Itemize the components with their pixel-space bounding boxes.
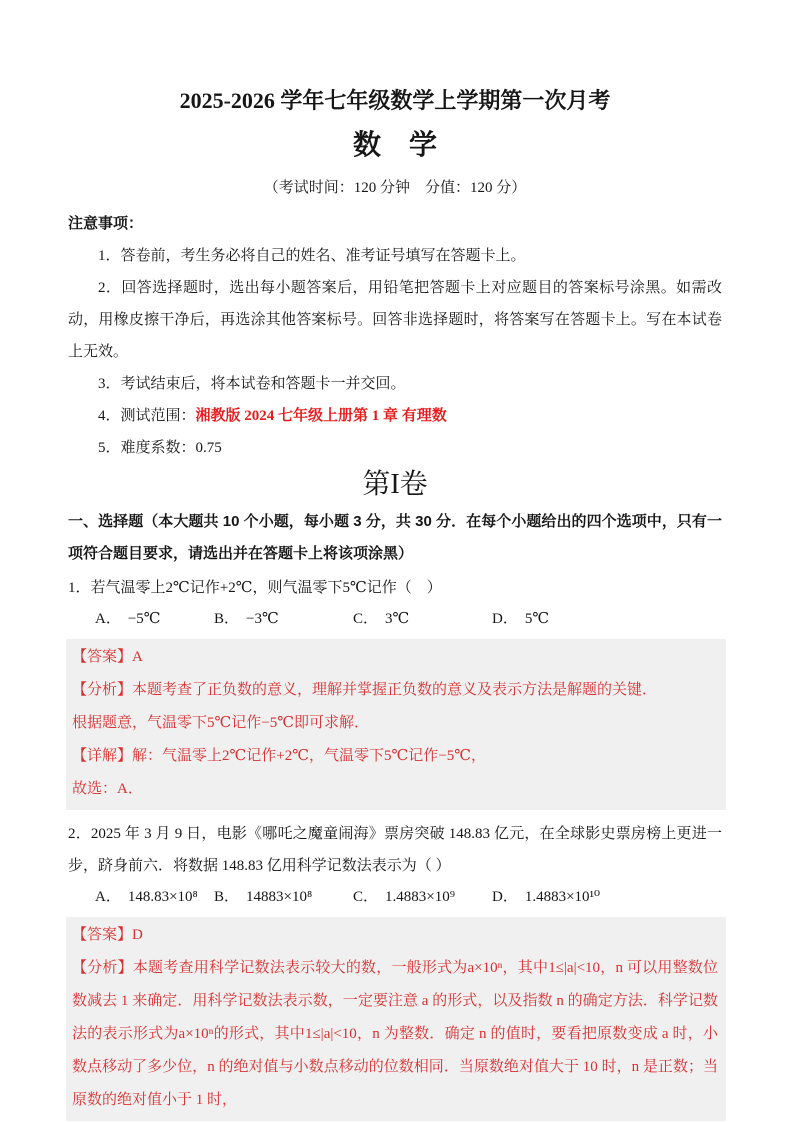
note-item-1: 1．答卷前，考生务必将自己的姓名、准考证号填写在答题卡上。 [98,248,526,264]
option-text: 3℃ [385,611,410,627]
question-2-answer-block [66,917,726,1121]
option-label: D． [492,889,518,905]
question-2 [68,818,722,1121]
answer-line: 【答案】D [72,927,143,943]
option-label: B． [214,889,240,905]
option-text: 1.4883×10¹⁰ [524,889,601,905]
question-2-option-d [492,882,722,912]
analysis-line: 【分析】本题考查了正负数的意义，理解并掌握正负数的意义及表示方法是解题的关键． [72,682,658,698]
option-text: 1.4883×10⁹ [385,889,455,905]
exam-title: 2025-2026 学年七年级数学上学期第一次月考 [179,88,611,113]
question-1-option-c [353,604,492,634]
notes-section [68,208,722,464]
question-1-option-b [214,604,353,634]
option-label: D． [492,611,518,627]
question-1-options [95,604,722,634]
analysis-line: 【分析】本题考查用科学记数法表示较大的数，一般形式为a×10ⁿ，其中1≤|a|<10，n 可以用整数位数减去 1 来确定．用科学记数法表示数，一定要注意 a 的形式，以及指数 n 的确定方法．科学记数法的表示形式为a×10ⁿ的形式，其中1≤|a|<10，n 为整数．确定 n 的值时，要看把原数变成 a 时，小数点移动了多少位，n 的绝对值与小数点移动的位数相同．当原数绝对值大于 10 时，n 是正数；当原数的绝对值小于 1 时， [72,960,718,1108]
detail-line: 【详解】解：气温零上2℃记作+2℃，气温零下5℃记作−5℃， [72,748,487,764]
note-item-5: 5．难度系数：0.75 [98,440,222,456]
conclusion-line: 故选：A． [72,781,143,797]
subject-title: 数 学 [352,130,437,161]
note-item-2: 2．回答选择题时，选出每小题答案后，用铅笔把答题卡上对应题目的答案标号涂黑。如需改动，用橡皮擦干净后，再选涂其他答案标号。回答非选择题时，将答案写在答题卡上。写在本试卷上无效。 [68,280,722,360]
option-text: 148.83×10⁸ [127,889,198,905]
notes-heading: 注意事项： [68,215,144,232]
question-1-stem: 1．若气温零上2℃记作+2℃，则气温零下5℃记作（ ） [68,580,442,596]
note-item-3: 3．考试结束后，将本试卷和答题卡一并交回。 [98,376,406,392]
question-2-option-b [214,882,353,912]
question-1-option-a [95,604,214,634]
option-text: −3℃ [246,611,279,627]
question-1-answer-block [66,639,726,810]
answer-line: 【答案】A [72,649,143,665]
option-label: C． [353,889,379,905]
question-2-options [95,882,722,912]
question-1 [68,572,722,810]
option-text: −5℃ [127,611,161,627]
exam-time-score-info: （考试时间：120 分钟 分值：120 分） [263,180,527,196]
note-item-4-prefix: 4．测试范围： [98,408,196,424]
option-text: 14883×10⁸ [246,889,313,905]
test-scope-highlight: 湘教版 2024 七年级上册第 1 章 有理数 [195,408,447,424]
option-label: A． [95,611,121,627]
volume-title: 第I卷 [362,469,428,500]
option-label: C． [353,611,379,627]
option-label: A． [95,889,121,905]
option-text: 5℃ [524,611,550,627]
option-label: B． [214,611,240,627]
choice-section-heading: 一、选择题（本大题共 10 个小题，每小题 3 分，共 30 分．在每个小题给出的四个选项中，只有一项符合题目要求，请选出并在答题卡上将该项涂黑） [68,513,722,562]
question-2-stem: 2．2025 年 3 月 9 日，电影《哪吒之魔童闹海》票房突破 148.83 亿元，在全球影史票房榜上更进一步，跻身前六．将数据 148.83 亿用科学记数法表示为（ ） [68,826,722,874]
question-2-option-c [353,882,492,912]
question-1-option-d [492,604,722,634]
analysis-line: 根据题意，气温零下5℃记作−5℃即可求解． [72,715,370,731]
question-2-option-a [95,882,214,912]
note-item-4 [68,400,722,432]
